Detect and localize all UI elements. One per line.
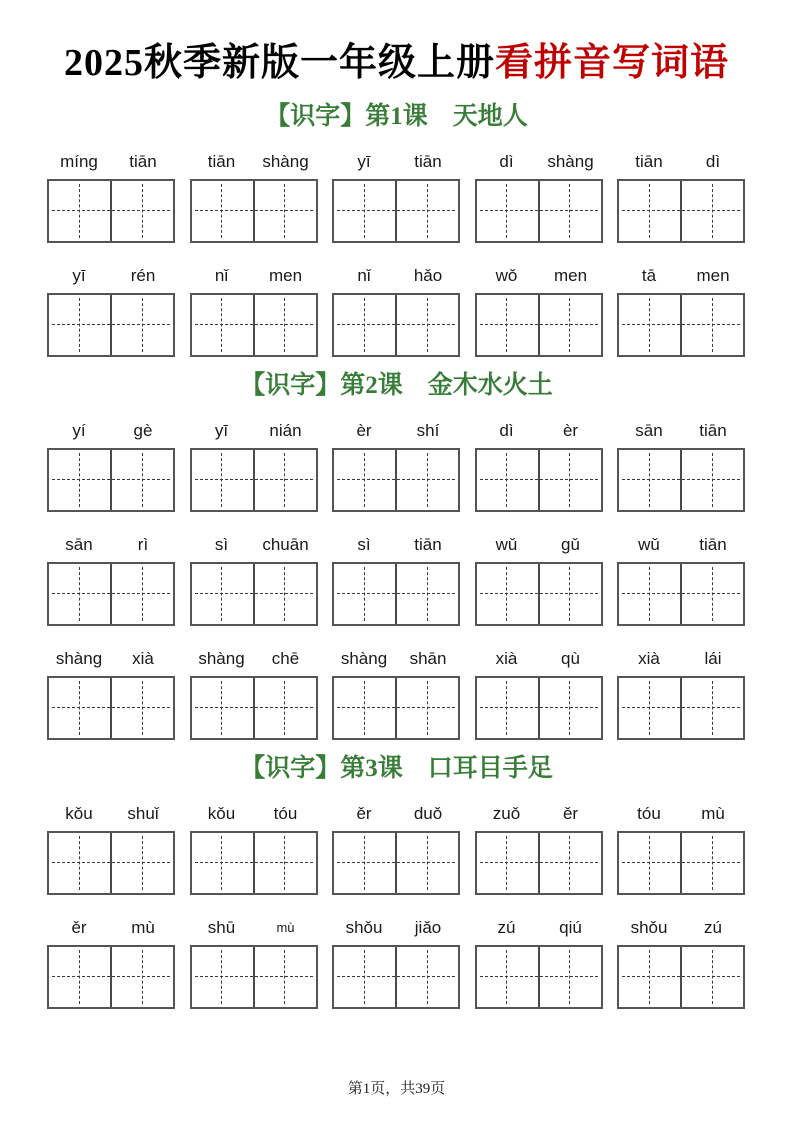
pinyin-syllable: xià [132,649,154,668]
word-block [617,266,745,357]
pinyin-syllable: nǐ [214,266,229,285]
word-block [332,266,460,357]
pinyin-labels [617,649,745,669]
writing-grid [47,562,175,626]
word-block [47,535,175,626]
writing-cell[interactable] [253,564,316,624]
word-block [617,649,745,740]
pinyin-syllable: èr [356,421,372,440]
writing-cell[interactable] [477,947,538,1007]
pinyin-syllable: mù [276,920,295,935]
pinyin-syllable: dì [705,152,721,171]
pinyin-labels [332,649,460,669]
writing-cell[interactable] [334,947,395,1007]
writing-cell[interactable] [110,833,173,893]
pinyin-syllable: tiān [635,152,663,171]
pinyin-syllable: tiān [414,152,442,171]
title-main-text: 2025秋季新版一年级上册 [63,42,495,84]
pinyin-syllable: shǒu [345,918,383,937]
pinyin-syllable: shǒu [630,918,668,937]
pinyin-labels [617,421,745,441]
writing-cell[interactable] [253,947,316,1007]
writing-cell[interactable] [619,564,680,624]
writing-cell[interactable] [110,564,173,624]
word-row [47,918,745,1009]
pinyin-labels [190,421,318,441]
writing-cell[interactable] [110,678,173,738]
word-block [47,421,175,512]
writing-grid [475,676,603,740]
writing-cell[interactable] [477,181,538,241]
writing-cell[interactable] [619,295,680,355]
pinyin-syllable: sān [65,535,93,554]
writing-cell[interactable] [334,181,395,241]
writing-grid [190,945,318,1009]
pinyin-syllable: shān [409,649,447,668]
writing-cell[interactable] [192,564,253,624]
pinyin-syllable: shàng [340,649,388,668]
word-block [47,918,175,1009]
word-block [190,152,318,243]
pinyin-syllable: zú [704,918,722,937]
pinyin-syllable: men [268,266,303,285]
section-header: 【识字】第2课 金木水火土 [240,372,553,399]
pinyin-syllable: mù [701,804,725,823]
writing-cell[interactable] [334,295,395,355]
writing-cell[interactable] [334,450,395,510]
writing-cell[interactable] [477,678,538,738]
writing-cell[interactable] [538,678,601,738]
writing-grid [190,676,318,740]
writing-grid [190,293,318,357]
writing-grid [47,676,175,740]
writing-cell[interactable] [619,833,680,893]
writing-cell[interactable] [110,295,173,355]
writing-cell[interactable] [395,678,458,738]
page-title [0,0,793,86]
writing-grid [47,179,175,243]
writing-grid [190,831,318,895]
pinyin-labels [190,649,318,669]
word-row [47,152,745,243]
pinyin-syllable: wǔ [495,535,518,554]
word-block [190,804,318,895]
pinyin-labels [332,421,460,441]
writing-cell[interactable] [680,564,743,624]
writing-grid [47,831,175,895]
writing-cell[interactable] [192,295,253,355]
writing-cell[interactable] [538,450,601,510]
writing-grid [47,293,175,357]
pinyin-syllable: tiān [129,152,157,171]
writing-cell[interactable] [395,833,458,893]
lesson-section [0,371,793,740]
writing-cell[interactable] [49,678,110,738]
writing-cell[interactable] [192,678,253,738]
writing-grid [617,448,745,512]
pinyin-syllable: ěr [562,804,579,823]
writing-grid [475,831,603,895]
writing-cell[interactable] [192,947,253,1007]
word-block [190,421,318,512]
writing-cell[interactable] [619,678,680,738]
pinyin-syllable: wǒ [495,266,518,285]
pinyin-syllable: jiǎo [414,918,442,937]
pinyin-syllable: rén [130,266,156,285]
word-block [190,266,318,357]
pinyin-syllable: dì [499,421,514,440]
writing-grid [475,179,603,243]
lesson-section [0,102,793,357]
pinyin-syllable: míng [60,152,98,171]
writing-cell[interactable] [395,947,458,1007]
writing-cell[interactable] [49,295,110,355]
pinyin-syllable: nǐ [357,266,371,285]
writing-cell[interactable] [110,450,173,510]
writing-cell[interactable] [253,678,316,738]
pinyin-syllable: xià [495,649,518,668]
pinyin-syllable: ěr [356,804,372,823]
writing-grid [617,179,745,243]
pinyin-syllable: zuǒ [492,804,521,823]
pinyin-labels [47,918,175,938]
pinyin-syllable: ěr [71,918,87,937]
word-block [332,535,460,626]
pinyin-syllable: chuān [262,535,309,554]
pinyin-syllable: wǔ [638,535,660,554]
pinyin-syllable: shàng [547,152,594,171]
pinyin-labels [332,535,460,555]
writing-grid [190,448,318,512]
page-footer: 第1页，共39页 [347,1081,446,1097]
pinyin-syllable: men [696,266,730,285]
pinyin-syllable: kǒu [65,804,93,823]
pinyin-labels [617,266,745,286]
pinyin-syllable: men [553,266,588,285]
word-block [617,152,745,243]
word-block [617,535,745,626]
writing-cell[interactable] [334,678,395,738]
writing-cell[interactable] [192,450,253,510]
pinyin-syllable: lái [704,649,722,668]
pinyin-labels [190,152,318,172]
writing-grid [617,676,745,740]
writing-grid [332,448,460,512]
pinyin-syllable: xià [638,649,660,668]
writing-cell[interactable] [477,833,538,893]
writing-cell[interactable] [49,564,110,624]
pinyin-syllable: dì [499,152,514,171]
pinyin-labels [47,152,175,172]
section-header: 【识字】第3课 口耳目手足 [240,755,553,782]
writing-grid [617,945,745,1009]
word-row [47,266,745,357]
pinyin-labels [332,918,460,938]
pinyin-syllable: tā [641,266,657,285]
writing-cell[interactable] [680,678,743,738]
writing-cell[interactable] [619,181,680,241]
pinyin-syllable: shàng [198,649,245,668]
writing-grid [332,831,460,895]
word-block [475,649,603,740]
pinyin-syllable: shàng [55,649,103,668]
writing-grid [617,562,745,626]
writing-cell[interactable] [477,295,538,355]
pinyin-labels [475,918,603,938]
writing-grid [617,831,745,895]
pinyin-syllable: mù [131,918,155,937]
pinyin-syllable: shū [207,918,236,937]
section-header: 【识字】第1课 天地人 [265,103,528,130]
writing-cell[interactable] [253,295,316,355]
pinyin-syllable: gè [133,421,153,440]
writing-grid [47,448,175,512]
word-block [475,421,603,512]
writing-cell[interactable] [538,295,601,355]
word-block [47,804,175,895]
writing-grid [190,562,318,626]
pinyin-labels [190,918,318,938]
pinyin-labels [617,152,745,172]
word-block [617,421,745,512]
pinyin-syllable: qù [561,649,580,668]
writing-grid [475,562,603,626]
writing-grid [332,945,460,1009]
pinyin-syllable: sì [357,535,371,554]
writing-grid [617,293,745,357]
pinyin-syllable: shí [416,421,440,440]
word-block [332,649,460,740]
pinyin-syllable: èr [562,421,579,440]
writing-cell[interactable] [680,833,743,893]
writing-cell[interactable] [253,181,316,241]
pinyin-syllable: tóu [273,804,298,823]
pinyin-syllable: chē [271,649,300,668]
pinyin-labels [617,918,745,938]
word-block [47,152,175,243]
word-block [332,152,460,243]
pinyin-labels [47,266,175,286]
pinyin-syllable: qiú [559,918,582,937]
word-block [332,421,460,512]
pinyin-syllable: zú [497,918,516,937]
pinyin-syllable: hǎo [413,266,443,285]
writing-cell[interactable] [538,833,601,893]
writing-cell[interactable] [680,450,743,510]
writing-cell[interactable] [619,450,680,510]
writing-cell[interactable] [49,450,110,510]
pinyin-labels [47,421,175,441]
writing-cell[interactable] [253,833,316,893]
writing-grid [332,179,460,243]
pinyin-syllable: yī [357,152,371,171]
word-block [190,649,318,740]
writing-cell[interactable] [110,181,173,241]
word-block [475,535,603,626]
pinyin-labels [47,649,175,669]
word-block [332,804,460,895]
pinyin-labels [190,266,318,286]
pinyin-syllable: tiān [699,421,727,440]
writing-cell[interactable] [49,947,110,1007]
writing-cell[interactable] [49,181,110,241]
writing-cell[interactable] [619,947,680,1007]
writing-cell[interactable] [395,295,458,355]
pinyin-syllable: rì [137,535,149,554]
pinyin-syllable: sān [635,421,663,440]
word-row [47,421,745,512]
word-block [47,649,175,740]
pinyin-syllable: yī [214,421,229,440]
pinyin-syllable: gǔ [561,535,580,554]
pinyin-labels [475,266,603,286]
pinyin-labels [475,421,603,441]
writing-cell[interactable] [538,564,601,624]
pinyin-syllable: tiān [699,535,727,554]
title-accent-text: 看拼音写词语 [495,42,730,84]
word-block [475,152,603,243]
writing-cell[interactable] [680,181,743,241]
pinyin-labels [332,152,460,172]
writing-cell[interactable] [538,181,601,241]
pinyin-syllable: shuǐ [127,804,159,823]
pinyin-syllable: nián [269,421,302,440]
pinyin-syllable: tóu [637,804,661,823]
writing-grid [332,676,460,740]
writing-cell[interactable] [192,833,253,893]
writing-cell[interactable] [477,564,538,624]
pinyin-labels [475,535,603,555]
writing-grid [475,945,603,1009]
pinyin-syllable: yī [72,266,86,285]
writing-cell[interactable] [680,295,743,355]
sections-container [0,102,793,1009]
writing-grid [47,945,175,1009]
writing-cell[interactable] [110,947,173,1007]
writing-cell[interactable] [49,833,110,893]
writing-cell[interactable] [680,947,743,1007]
pinyin-syllable: duǒ [413,804,443,823]
word-block [332,918,460,1009]
writing-cell[interactable] [253,450,316,510]
writing-cell[interactable] [334,833,395,893]
pinyin-labels [190,804,318,824]
word-block [47,266,175,357]
word-row [47,804,745,895]
writing-cell[interactable] [395,450,458,510]
pinyin-labels [47,804,175,824]
pinyin-labels [617,804,745,824]
writing-grid [332,562,460,626]
word-block [617,918,745,1009]
word-block [190,535,318,626]
writing-grid [475,448,603,512]
writing-cell[interactable] [477,450,538,510]
word-row [47,535,745,626]
pinyin-labels [332,804,460,824]
pinyin-labels [332,266,460,286]
word-block [475,918,603,1009]
pinyin-syllable: tiān [207,152,236,171]
writing-grid [475,293,603,357]
pinyin-labels [190,535,318,555]
pinyin-labels [47,535,175,555]
pinyin-syllable: kǒu [207,804,236,823]
writing-cell[interactable] [538,947,601,1007]
word-block [190,918,318,1009]
word-block [475,804,603,895]
word-block [475,266,603,357]
word-block [617,804,745,895]
writing-grid [332,293,460,357]
writing-cell[interactable] [192,181,253,241]
pinyin-syllable: sì [214,535,229,554]
lesson-section [0,754,793,1009]
writing-cell[interactable] [395,564,458,624]
writing-grid [190,179,318,243]
writing-cell[interactable] [395,181,458,241]
pinyin-labels [475,152,603,172]
pinyin-labels [617,535,745,555]
pinyin-syllable: tiān [414,535,442,554]
word-row [47,649,745,740]
writing-cell[interactable] [334,564,395,624]
pinyin-syllable: yí [72,421,86,440]
pinyin-syllable: shàng [262,152,309,171]
pinyin-labels [475,649,603,669]
pinyin-labels [475,804,603,824]
